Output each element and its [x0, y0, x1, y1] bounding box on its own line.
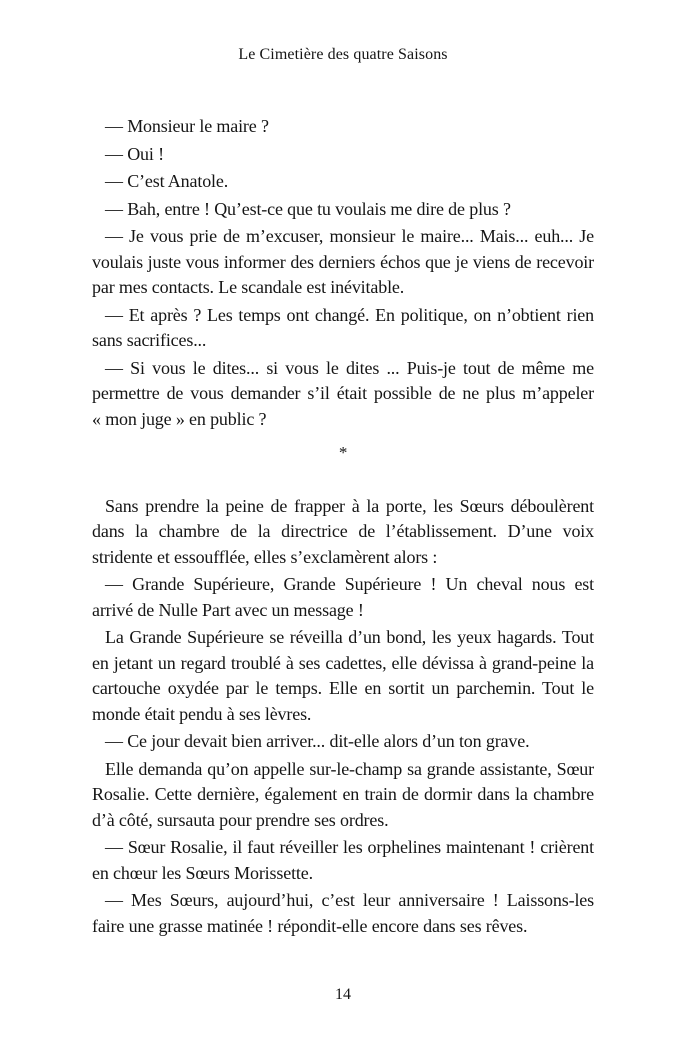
running-head-title: Le Cimetière des quatre Saisons — [238, 46, 448, 63]
narration-paragraph: Sans prendre la peine de frapper à la porte, les Sœurs déboulèrent dans la chambre de la directrice de l’établissement. D’une voix stridente et essoufflée, elles s’exclamèrent alors : — [92, 495, 594, 567]
dialogue-paragraph: — Monsieur le maire ? — [105, 116, 269, 136]
dialogue-paragraph: — Sœur Rosalie, il faut réveiller les orphelines maintenant ! crièrent en chœur les Sœurs Morissette. — [92, 837, 594, 883]
dialogue-paragraph: — Et après ? Les temps ont changé. En politique, on n’obtient rien sans sacrifices... — [92, 304, 594, 350]
dialogue-paragraph: — Bah, entre ! Qu’est-ce que tu voulais me dire de plus ? — [105, 198, 511, 219]
dialogue-paragraph: — Ce jour devait bien arriver... dit-elle alors d’un ton grave. — [105, 731, 530, 751]
dialogue-paragraph: — Mes Sœurs, aujourd’hui, c’est leur anniversaire ! Laissons-les faire une grasse matinée ! répondit-elle encore dans ses rêves. — [92, 890, 594, 936]
page-body — [92, 114, 594, 941]
dialogue-paragraph: — Oui ! — [105, 143, 164, 164]
dialogue-paragraph: — Grande Supérieure, Grande Supérieure ! Un cheval nous est arrivé de Nulle Part avec un message ! — [92, 574, 594, 620]
dialogue-paragraph: — Si vous le dites... si vous le dites ... Puis-je tout de même me permettre de vous demander s’il était possible de ne plus m’appeler « mon juge » en public ? — [92, 357, 594, 429]
section-separator-asterisk: * — [338, 443, 348, 462]
narration-paragraph: Elle demanda qu’on appelle sur-le-champ sa grande assistante, Sœur Rosalie. Cette dernière, également en train de dormir dans la chambre d’à côté, sursauta pour prendre ses ordres. — [92, 758, 594, 830]
dialogue-paragraph: — Je vous prie de m’excuser, monsieur le maire... Mais... euh... Je voulais juste vous informer des derniers échos que je viens de recevoir par mes contacts. Le scandale est inévitable. — [92, 226, 594, 297]
narration-paragraph: La Grande Supérieure se réveilla d’un bond, les yeux hagards. Tout en jetant un regard troublé à ses cadettes, elle dévissa à grand-peine la cartouche oxydée par le temps. Elle en sortit un parchemin. Tout le monde était pendu à ses lèvres. — [92, 627, 594, 724]
page-number: 14 — [335, 986, 351, 1003]
dialogue-paragraph: — C’est Anatole. — [105, 171, 229, 191]
